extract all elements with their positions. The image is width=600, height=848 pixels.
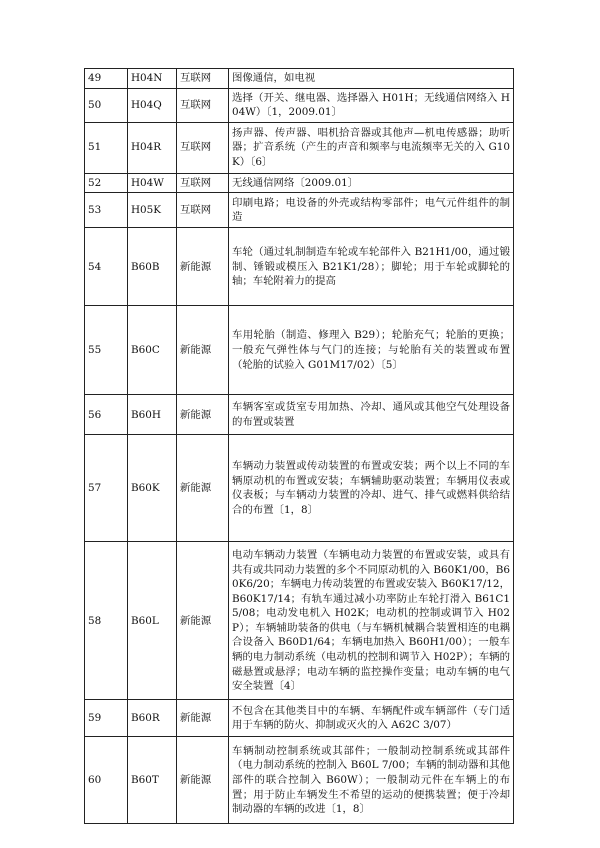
ipc-code: H04R	[128, 122, 177, 173]
ipc-code: B60B	[128, 228, 177, 306]
row-number: 51	[85, 122, 128, 173]
row-number: 49	[85, 69, 128, 89]
code-description: 图像通信，如电视	[229, 69, 514, 89]
field-category: 新能源	[177, 700, 229, 737]
field-category: 互联网	[177, 173, 229, 193]
field-category: 新能源	[177, 228, 229, 306]
code-description: 印刷电路；电设备的外壳或结构零部件；电气元件组件的制造	[229, 193, 514, 228]
row-number: 58	[85, 542, 128, 700]
code-description: 无线通信网络〔2009.01〕	[229, 173, 514, 193]
table-row	[85, 193, 514, 228]
ipc-classification-table	[84, 68, 514, 824]
ipc-code: B60K	[128, 435, 177, 542]
field-category: 互联网	[177, 193, 229, 228]
row-number: 59	[85, 700, 128, 737]
ipc-code: H04Q	[128, 88, 177, 122]
code-description: 车轮（通过轧制制造车轮或车轮部件入 B21H1/00，通过锻制、锤锻或模压入 B21K1/28）；脚轮；用于车轮或脚轮的轴；车轮附着力的提高	[229, 228, 514, 306]
code-description: 选择（开关、继电器、选择器入 H01H；无线通信网络入 H04W）〔1，2009.01〕	[229, 88, 514, 122]
table-row	[85, 435, 514, 542]
ipc-code: B60T	[128, 737, 177, 824]
code-description: 不包含在其他类目中的车辆、车辆配件或车辆部件（专门适用于车辆的防火、抑制或灭火的入 A62C 3/07）	[229, 700, 514, 737]
code-description: 扬声器、传声器、唱机拾音器或其他声—机电传感器；助听器；扩音系统（产生的声音和频率与电流频率无关的入 G10K）〔6〕	[229, 122, 514, 173]
field-category: 新能源	[177, 306, 229, 395]
field-category: 互联网	[177, 122, 229, 173]
ipc-code: H05K	[128, 193, 177, 228]
table-row	[85, 542, 514, 700]
table-row	[85, 88, 514, 122]
field-category: 互联网	[177, 88, 229, 122]
ipc-code: B60R	[128, 700, 177, 737]
row-number: 54	[85, 228, 128, 306]
field-category: 新能源	[177, 542, 229, 700]
code-description: 车辆制动控制系统或其部件；一般制动控制系统或其部件（电力制动系统的控制入 B60L 7/00；车辆的制动器和其他部件的联合控制入 B60W）；一般制动元件在车辆上的布置；用于防止车辆发生不希望的运动的便携装置；便于冷却制动器的车辆的改进〔1，8〕	[229, 737, 514, 824]
ipc-code: H04W	[128, 173, 177, 193]
row-number: 56	[85, 395, 128, 435]
code-description: 车用轮胎（制造、修理入 B29）；轮胎充气；轮胎的更换；一般充气弹性体与气门的连接；与轮胎有关的装置或布置（轮胎的试验入 G01M17/02）〔5〕	[229, 306, 514, 395]
ipc-code: B60H	[128, 395, 177, 435]
table-row	[85, 306, 514, 395]
ipc-code: H04N	[128, 69, 177, 89]
table-row	[85, 737, 514, 824]
code-description: 电动车辆动力装置（车辆电动力装置的布置或安装，或具有共有或共同动力装置的多个不同原动机的入 B60K1/00，B60K6/20；车辆电力传动装置的布置或安装入 B60K17/12，B60K17/14；有轨车通过减小功率防止车轮打滑入 B61C15/08；电动发电机入 H02K；电动机的控制或调节入 H02P）；车辆辅助装备的供电（与车辆机械耦合装置相连的电耦合设备入 B60D1/64；车辆电加热入 B60H1/00）；一般车辆的电力制动系统（电动机的控制和调节入 H02P）；车辆的磁悬置或悬浮；电动车辆的监控操作变量；电动车辆的电气安全装置〔4〕	[229, 542, 514, 700]
code-description: 车辆动力装置或传动装置的布置或安装；两个以上不同的车辆原动机的布置或安装；车辆辅助驱动装置；车辆用仪表或仪表板；与车辆动力装置的冷却、进气、排气或燃料供给结合的布置〔1，8〕	[229, 435, 514, 542]
row-number: 60	[85, 737, 128, 824]
table-row	[85, 173, 514, 193]
table-row	[85, 700, 514, 737]
table-row	[85, 122, 514, 173]
ipc-code: B60C	[128, 306, 177, 395]
row-number: 52	[85, 173, 128, 193]
field-category: 新能源	[177, 395, 229, 435]
ipc-code: B60L	[128, 542, 177, 700]
field-category: 新能源	[177, 737, 229, 824]
field-category: 互联网	[177, 69, 229, 89]
table-row	[85, 395, 514, 435]
table-row	[85, 69, 514, 89]
field-category: 新能源	[177, 435, 229, 542]
row-number: 53	[85, 193, 128, 228]
code-description: 车辆客室或货室专用加热、冷却、通风或其他空气处理设备的布置或装置	[229, 395, 514, 435]
table-row	[85, 228, 514, 306]
row-number: 55	[85, 306, 128, 395]
row-number: 50	[85, 88, 128, 122]
row-number: 57	[85, 435, 128, 542]
